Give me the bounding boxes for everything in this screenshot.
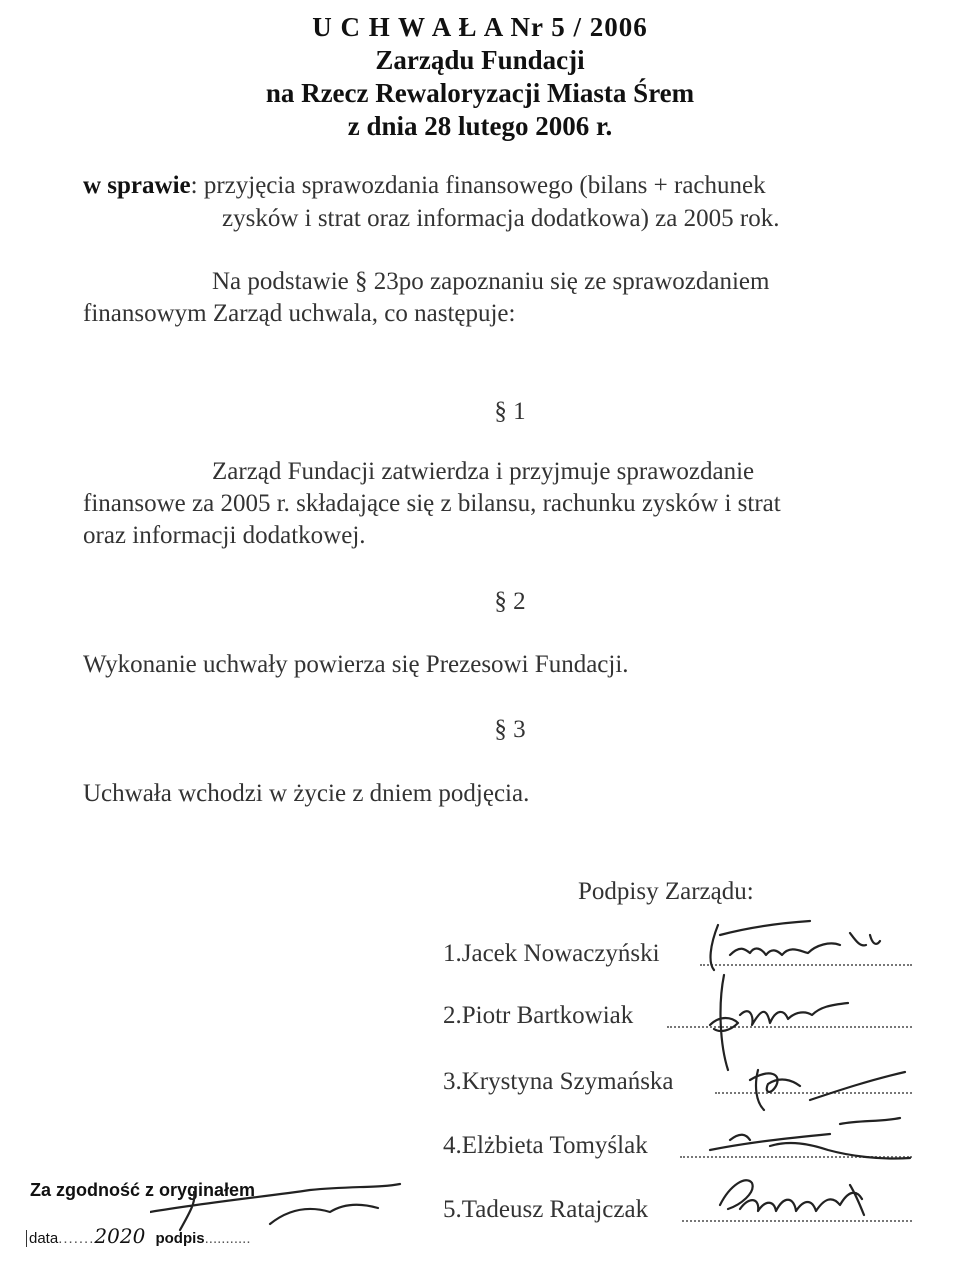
signature-line-1: 1.Jacek Nowaczyński xyxy=(443,940,660,967)
certification-date-label: data xyxy=(26,1230,58,1247)
section-3-heading: § 3 xyxy=(494,716,526,743)
resolution-title: U C H W A Ł A Nr 5 / 2006 xyxy=(312,12,648,42)
signature-line-4: 4.Elżbieta Tomyślak xyxy=(443,1132,648,1159)
certification-scribble xyxy=(150,1172,410,1242)
section-3-line-1: Uchwała wchodzi w życie z dniem podjęcia. xyxy=(83,780,530,807)
foundation-name: na Rzecz Rewaloryzacji Miasta Śrem xyxy=(265,78,695,108)
section-1-line-3: oraz informacji dodatkowej. xyxy=(83,522,366,549)
section-1-heading: § 1 xyxy=(494,398,526,425)
signature-scribble-5 xyxy=(700,1165,890,1235)
resolution-date: z dnia 28 lutego 2006 r. xyxy=(347,111,613,141)
board-name: Zarządu Fundacji xyxy=(375,45,585,75)
signature-line-3: 3.Krystyna Szymańska xyxy=(443,1068,674,1095)
section-1-line-1: Zarząd Fundacji zatwierdza i przyjmuje sprawozdanie xyxy=(212,458,755,485)
section-2-heading: § 2 xyxy=(494,588,526,615)
preamble-line-1: Na podstawie § 23po zapoznaniu się ze sprawozdaniem xyxy=(212,268,770,295)
certification-sign-label: podpis xyxy=(155,1230,205,1247)
subject-line-2: zysków i strat oraz informacja dodatkowa) za 2005 rok. xyxy=(222,205,780,232)
certification-date-value: 2020 xyxy=(94,1224,146,1248)
certification-date-row: data.......2020 podpis........... xyxy=(26,1224,250,1248)
preamble-line-2: finansowym Zarząd uchwala, co następuje: xyxy=(83,300,516,327)
section-1-line-2: finansowe za 2005 r. składające się z bilansu, rachunku zysków i strat xyxy=(83,490,781,517)
signatures-title: Podpisy Zarządu: xyxy=(578,878,754,905)
signature-line-5: 5.Tadeusz Ratajczak xyxy=(443,1196,649,1223)
subject-label: w sprawie xyxy=(83,172,191,199)
certification-line: Za zgodność z oryginałem xyxy=(30,1180,256,1200)
subject-line-1: w sprawie: przyjęcia sprawozdania finansowego (bilans + rachunek xyxy=(83,172,766,199)
section-2-line-1: Wykonanie uchwały powierza się Prezesowi Fundacji. xyxy=(83,651,629,678)
signature-line-2: 2.Piotr Bartkowiak xyxy=(443,1002,634,1029)
